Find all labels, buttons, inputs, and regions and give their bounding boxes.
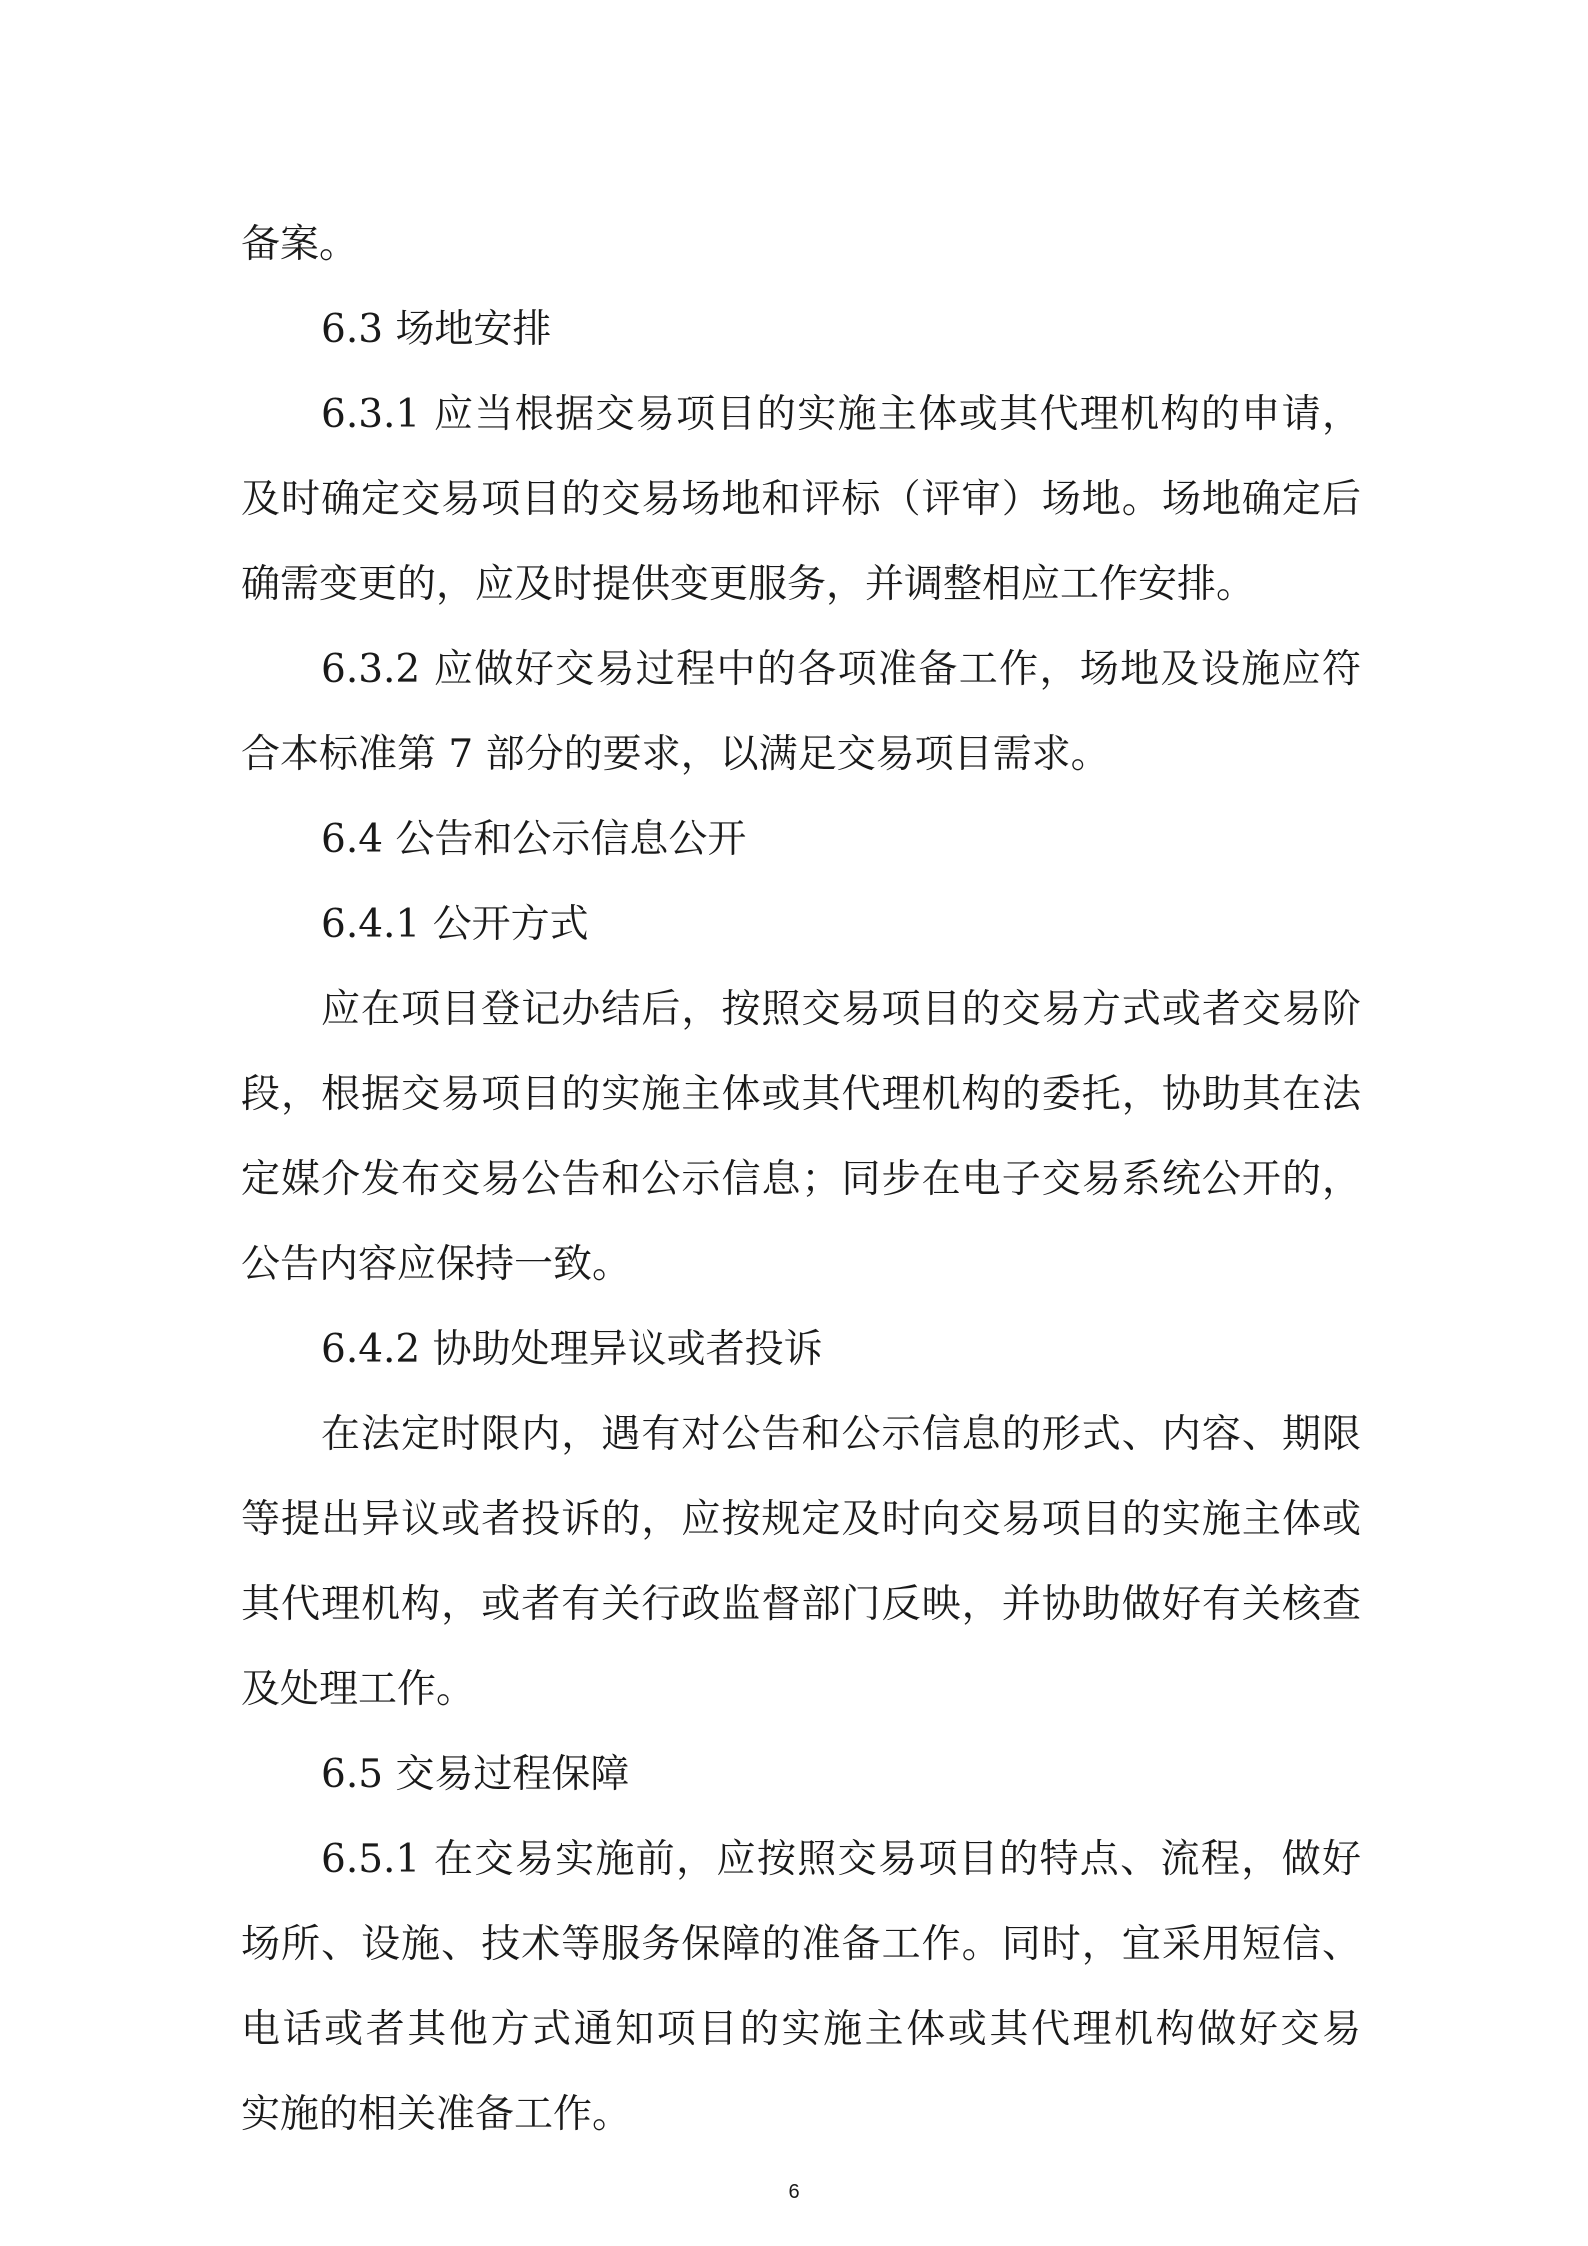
section-heading-6-3: 6.3 场地安排 xyxy=(321,307,552,352)
section-heading-6-5: 6.5 交易过程保障 xyxy=(321,1752,630,1797)
paragraph-line: 实施的相关准备工作。 xyxy=(241,2092,632,2137)
paragraph-line: 及时确定交易项目的交易场地和评标（评审）场地。场地确定后 xyxy=(241,477,1361,522)
clause-6-3-2-line: 6.3.2 应做好交易过程中的各项准备工作，场地及设施应符 xyxy=(321,647,1361,692)
paragraph-line: 公告内容应保持一致。 xyxy=(241,1242,632,1287)
paragraph-line: 场所、设施、技术等服务保障的准备工作。同时，宜采用短信、 xyxy=(241,1922,1361,1967)
paragraph-line: 合本标准第 7 部分的要求，以满足交易项目需求。 xyxy=(241,732,1110,777)
paragraph-line: 备案。 xyxy=(241,222,359,267)
paragraph-line: 等提出异议或者投诉的，应按规定及时向交易项目的实施主体或 xyxy=(241,1497,1361,1542)
clause-6-4-2-heading: 6.4.2 协助处理异议或者投诉 xyxy=(321,1327,823,1372)
paragraph-line: 段，根据交易项目的实施主体或其代理机构的委托，协助其在法 xyxy=(241,1072,1361,1117)
clause-6-3-1-line: 6.3.1 应当根据交易项目的实施主体或其代理机构的申请， xyxy=(321,392,1361,437)
clause-6-4-1-heading: 6.4.1 公开方式 xyxy=(321,902,589,947)
paragraph-line: 定媒介发布交易公告和公示信息；同步在电子交易系统公开的， xyxy=(241,1157,1361,1202)
paragraph-line: 在法定时限内，遇有对公告和公示信息的形式、内容、期限 xyxy=(321,1412,1361,1457)
page-number: 6 xyxy=(788,2181,800,2203)
paragraph-line: 及处理工作。 xyxy=(241,1667,476,1712)
paragraph-line: 其代理机构，或者有关行政监督部门反映，并协助做好有关核查 xyxy=(241,1582,1361,1627)
paragraph-line: 应在项目登记办结后，按照交易项目的交易方式或者交易阶 xyxy=(321,987,1361,1032)
paragraph-line: 确需变更的，应及时提供变更服务，并调整相应工作安排。 xyxy=(241,562,1256,607)
section-heading-6-4: 6.4 公告和公示信息公开 xyxy=(321,817,747,862)
clause-6-5-1-line: 6.5.1 在交易实施前，应按照交易项目的特点、流程，做好 xyxy=(321,1837,1361,1882)
paragraph-line: 电话或者其他方式通知项目的实施主体或其代理机构做好交易 xyxy=(241,2007,1361,2052)
